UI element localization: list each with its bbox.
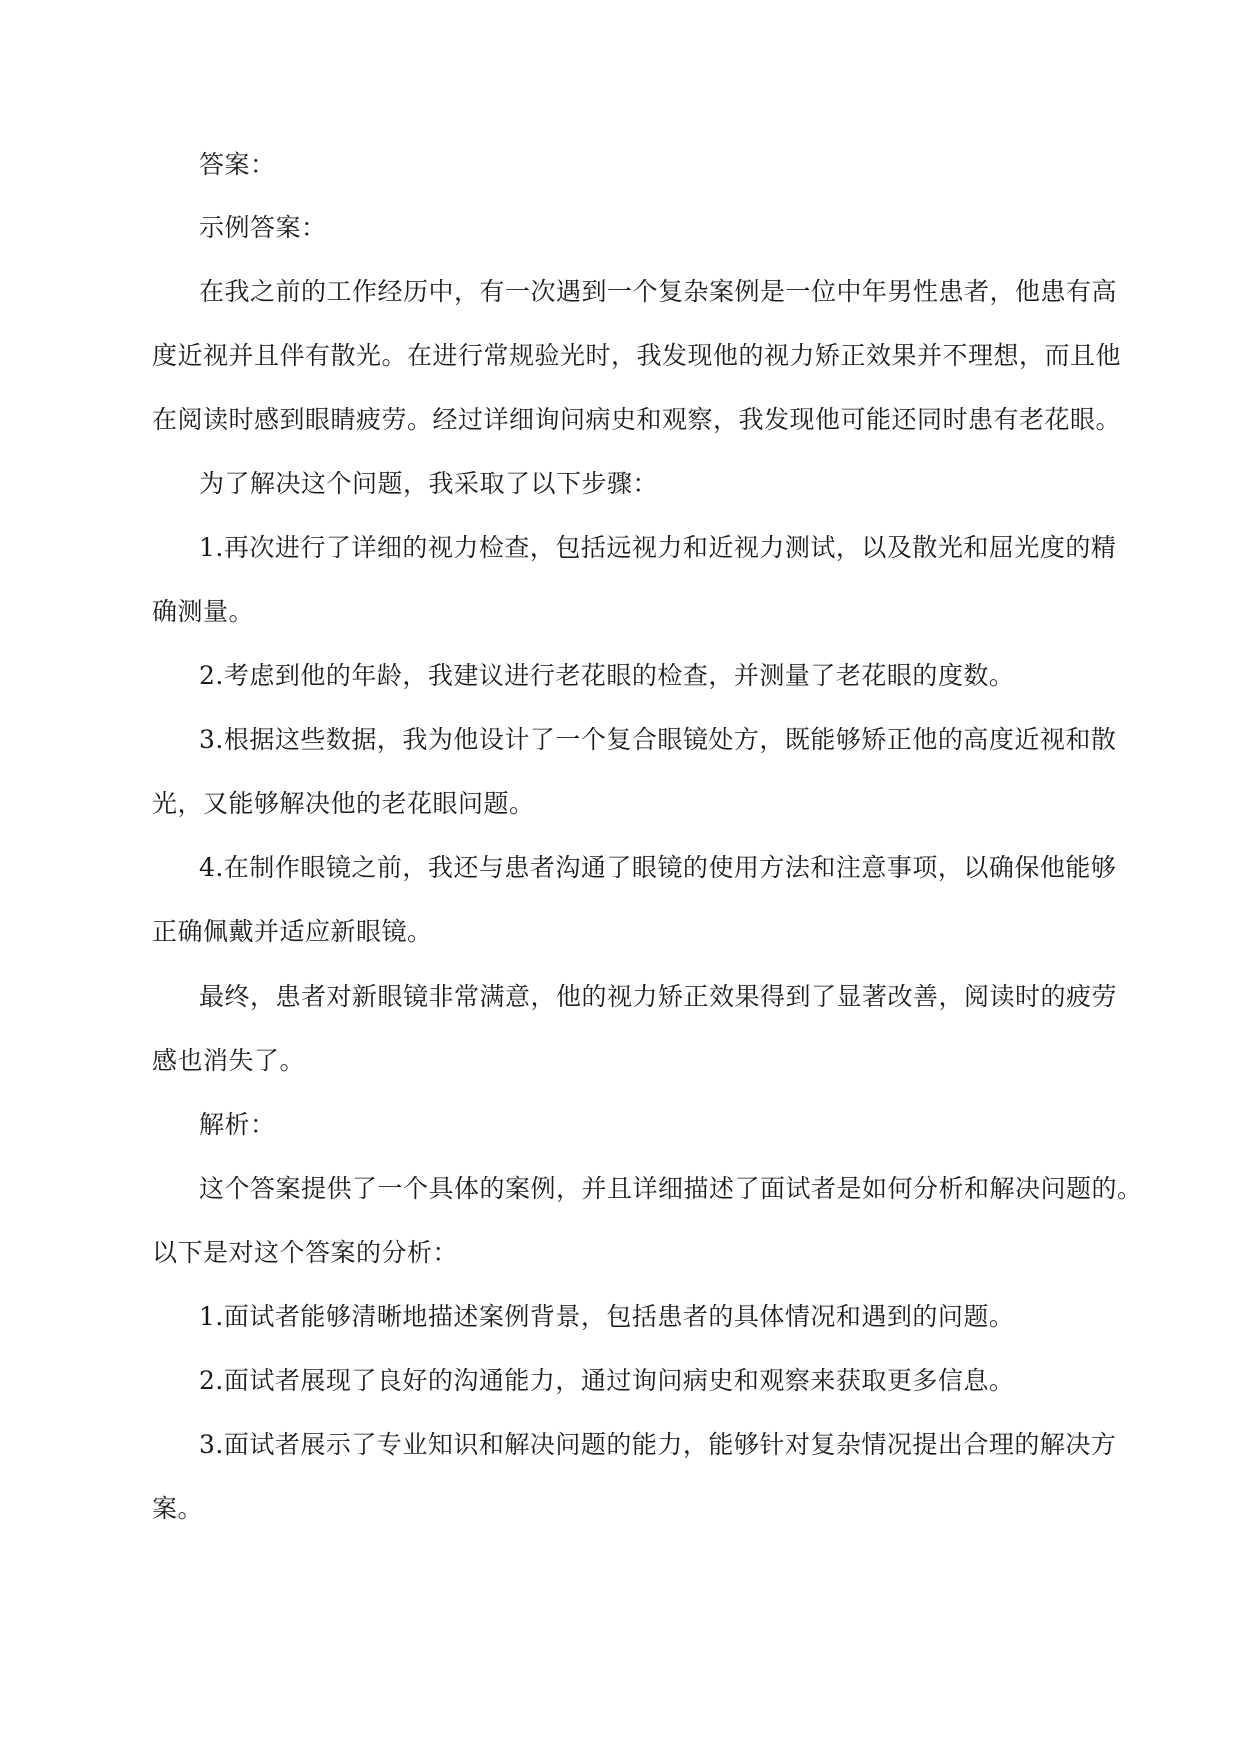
paragraph-line: 在我之前的工作经历中，有一次遇到一个复杂案例是一位中年男性患者，他患有高 [199,277,1118,306]
list-item-line: 2.面试者展现了良好的沟通能力，通过询问病史和观察来获取更多信息。 [199,1366,1015,1395]
paragraph-line: 感也消失了。 [152,1046,306,1075]
heading-answer: 答案： [199,150,276,179]
list-item-line: 1.面试者能够清晰地描述案例背景，包括患者的具体情况和遇到的问题。 [199,1302,1015,1331]
list-item-line: 3.面试者展示了专业知识和解决问题的能力，能够针对复杂情况提出合理的解决方 [199,1430,1117,1459]
list-item-line: 光，又能够解决他的老花眼问题。 [152,789,535,818]
paragraph-line: 这个答案提供了一个具体的案例，并且详细描述了面试者是如何分析和解决问题的。 [199,1174,1143,1203]
list-item-line: 1.再次进行了详细的视力检查，包括远视力和近视力测试，以及散光和屈光度的精 [199,533,1117,562]
paragraph-line: 度近视并且伴有散光。在进行常规验光时，我发现他的视力矫正效果并不理想，而且他 [152,341,1122,370]
paragraph-line: 最终，患者对新眼镜非常满意，他的视力矫正效果得到了显著改善，阅读时的疲劳 [199,982,1118,1011]
list-item-line: 3.根据这些数据，我为他设计了一个复合眼镜处方，既能够矫正他的高度近视和散 [199,725,1117,754]
paragraph-line: 在阅读时感到眼睛疲劳。经过详细询问病史和观察，我发现他可能还同时患有老花眼。 [152,405,1122,434]
heading-analysis: 解析： [199,1110,276,1139]
paragraph-line: 为了解决这个问题，我采取了以下步骤： [199,469,659,498]
list-item-line: 2.考虑到他的年龄，我建议进行老花眼的检查，并测量了老花眼的度数。 [199,661,1015,690]
paragraph-line: 以下是对这个答案的分析： [152,1238,459,1267]
list-item-line: 正确佩戴并适应新眼镜。 [152,917,433,946]
heading-sample-answer: 示例答案： [199,213,327,242]
list-item-line: 案。 [152,1494,204,1523]
list-item-line: 4.在制作眼镜之前，我还与患者沟通了眼镜的使用方法和注意事项，以确保他能够 [199,853,1117,882]
list-item-line: 确测量。 [152,597,255,626]
